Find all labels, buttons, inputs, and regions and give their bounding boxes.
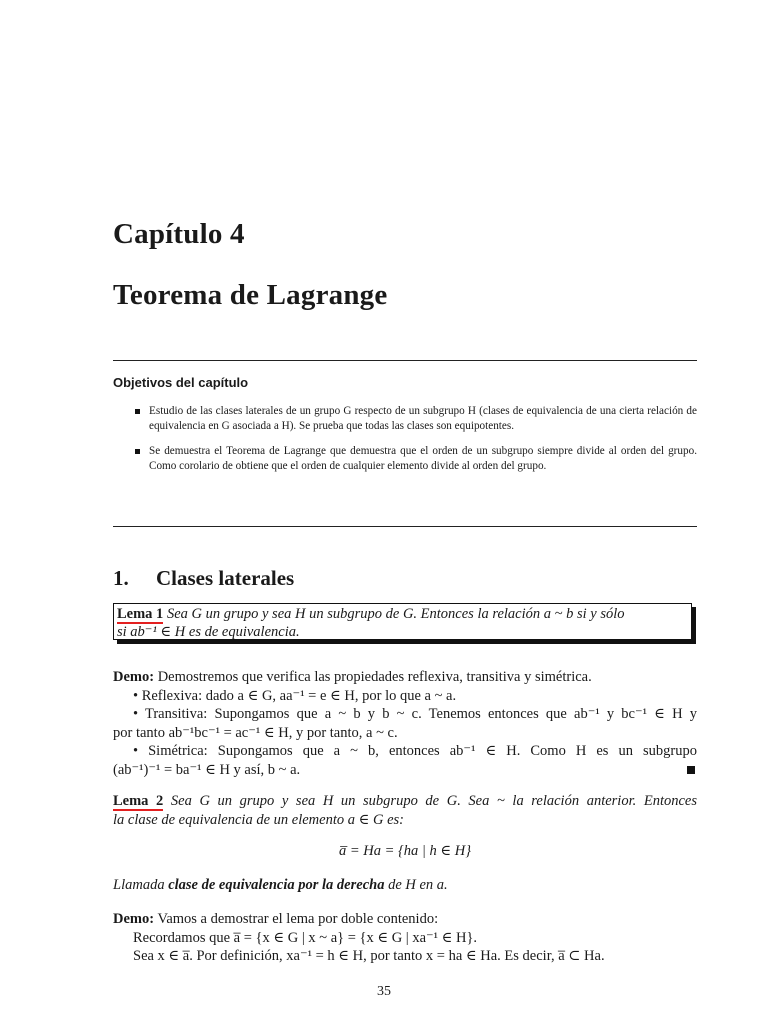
qed-square-icon [687,766,695,774]
objective-text: Se demuestra el Teorema de Lagrange que demuestra que el orden de un subgrupo siempre divide al orden del grupo. Como corolario de obtiene que el orden de cualquier elemento divide al orden del grupo. [149,445,697,472]
square-bullet-icon [135,449,140,454]
lema2-called [113,876,697,895]
demo1-transitiva-line1: • Transitiva: Supongamos que a ~ b y b ~ c. Tenemos entonces que ab⁻¹ y bc⁻¹ ∈ H y [133,706,697,722]
lema1-underline [117,622,163,624]
bottom-divider [113,526,697,527]
demo1-simetrica-line2: (ab⁻¹)⁻¹ = ba⁻¹ ∈ H y así, b ~ a. [113,761,301,778]
lema2-formula: a̅ = Ha = {ha | h ∈ H} [338,843,472,859]
demo2-line1: Recordamos que a̅ = {x ∈ G | x ~ a} = {x ∈ G | xa⁻¹ ∈ H}. [133,929,478,946]
lema2-label: Lema 2 [113,793,164,809]
section-heading [113,566,294,591]
demo2-intro: Vamos a demostrar el lema por doble contenido: [157,911,439,927]
lema2-statement-line2: la clase de equivalencia de un elemento a ∈ G es: [113,811,404,828]
objective-text: Estudio de las clases laterales de un grupo G respecto de un subgrupo H (clases de equivalencia de una cierta relación de equivalencia en G asociada a H). Se prueba que todas las clases son equipotentes. [149,405,697,432]
lema2-called-post: de H en a. [388,877,448,893]
demo1-block [113,668,697,779]
lema1-label: Lema 1 [117,606,164,622]
square-bullet-icon [135,409,140,414]
demo1-reflexiva: • Reflexiva: dado a ∈ G, aa⁻¹ = e ∈ H, por lo que a ~ a. [133,687,457,704]
chapter-title: Teorema de Lagrange [113,279,388,311]
lema1-box [113,603,692,640]
top-divider [113,360,697,361]
lema1-statement-line1: Sea G un grupo y sea H un subgrupo de G. Entonces la relación a ~ b si y sólo [166,606,625,622]
demo1-label: Demo: [113,669,155,685]
section-number: 1. [113,566,129,590]
lema2-block [113,792,697,829]
section-title: Clases laterales [156,566,295,590]
lema2-called-pre: Llamada [113,877,165,893]
demo1-intro: Demostremos que verifica las propiedades reflexiva, transitiva y simétrica. [157,669,592,685]
demo2-line2: Sea x ∈ a̅. Por definición, xa⁻¹ = h ∈ H, por tanto x = ha ∈ Ha. Es decir, a̅ ⊂ Ha. [133,948,605,964]
objective-item [134,404,697,433]
objective-item [134,444,697,473]
demo2-block [113,910,697,966]
objectives-heading: Objetivos del capítulo [113,375,249,390]
chapter-label: Capítulo 4 [113,218,245,250]
demo1-transitiva-line2: por tanto ab⁻¹bc⁻¹ = ac⁻¹ ∈ H, y por tanto, a ~ c. [113,724,398,741]
demo2-label: Demo: [113,911,155,927]
objectives-list [134,404,697,484]
lema1-statement-line2: si ab⁻¹ ∈ H es de equivalencia. [117,624,300,640]
lema2-statement-line1: Sea G un grupo y sea H un subgrupo de G. Sea ~ la relación anterior. Entonces [170,793,697,809]
page-number: 35 [377,984,391,999]
demo1-simetrica-line1: • Simétrica: Supongamos que a ~ b, entonces ab⁻¹ ∈ H. Como H es un subgrupo [133,743,697,759]
lema2-called-term: clase de equivalencia por la derecha [168,877,385,893]
lema2-underline [113,809,163,811]
